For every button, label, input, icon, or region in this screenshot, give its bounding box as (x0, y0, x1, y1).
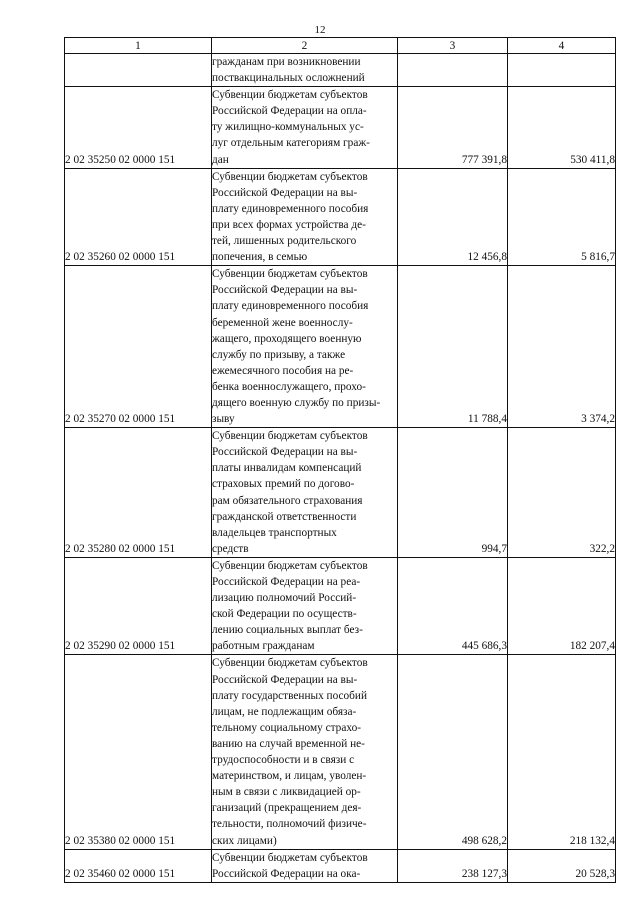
description-line: луг отдельным категориям граж- (212, 137, 370, 150)
amount-col3-cell: 11 788,4 (398, 266, 508, 428)
description-line: Российской Федерации на вы- (212, 284, 358, 297)
amount-col3-cell: 12 456,8 (398, 168, 508, 266)
description-line: дан (212, 153, 229, 166)
description-line: владельцев транспортных (212, 526, 337, 539)
amount-col3-cell: 777 391,8 (398, 87, 508, 168)
description-line: плату государственных пособий (212, 689, 368, 702)
description-line: Российской Федерации на вы- (212, 673, 358, 686)
description-line: Субвенции бюджетам субъектов (212, 559, 368, 572)
column-header-4: 4 (508, 38, 616, 54)
description-line: ской Федерации по осуществ- (212, 608, 357, 621)
amount-col4-cell: 322,2 (508, 428, 616, 558)
description-line: плату единовременного пособия (212, 300, 369, 313)
description-line: материнством, и лицам, уволен- (212, 770, 367, 783)
budget-code-cell: 2 02 35260 02 0000 151 (65, 168, 212, 266)
column-header-2: 2 (212, 38, 398, 54)
description-line: беременной жене военнослу- (212, 316, 353, 329)
description-cell (212, 849, 398, 882)
budget-code-cell: 2 02 35250 02 0000 151 (65, 87, 212, 168)
description-line: трудоспособности и в связи с (212, 754, 355, 767)
description-line: ганизаций (прекращением дея- (212, 802, 362, 815)
description-line: ту жилищно-коммунальных ус- (212, 121, 364, 134)
table-row (65, 87, 616, 168)
description-cell (212, 54, 398, 87)
budget-code-cell: 2 02 35270 02 0000 151 (65, 266, 212, 428)
description-line: страховых премий по догово- (212, 478, 355, 491)
amount-col4-cell: 530 411,8 (508, 87, 616, 168)
description-line: средств (212, 542, 249, 555)
table-row (65, 655, 616, 849)
description-line: платы инвалидам компенсаций (212, 462, 362, 475)
description-line: попечения, в семью (212, 251, 308, 264)
column-header-1: 1 (65, 38, 212, 54)
amount-col3-cell (398, 54, 508, 87)
description-line: Российской Федерации на вы- (212, 186, 358, 199)
description-line: поствакцинальных осложнений (212, 72, 365, 85)
description-line: лизацию полномочий Россий- (212, 592, 357, 605)
description-line: гражданам при возникновении (212, 56, 361, 68)
amount-col4-cell: 3 374,2 (508, 266, 616, 428)
description-line: работным гражданам (212, 640, 315, 653)
amount-col3-cell: 994,7 (398, 428, 508, 558)
description-line: ских лицами) (212, 834, 277, 847)
table-row (65, 266, 616, 428)
description-line: Субвенции бюджетам субъектов (212, 657, 368, 670)
amount-col4-cell: 5 816,7 (508, 168, 616, 266)
amount-col4-cell (508, 54, 616, 87)
description-line: гражданской ответственности (212, 510, 357, 523)
budget-code-cell: 2 02 35290 02 0000 151 (65, 557, 212, 655)
table-row (65, 557, 616, 655)
amount-col3-cell: 445 686,3 (398, 557, 508, 655)
budget-code-cell (65, 54, 212, 87)
amount-col3-cell: 498 628,2 (398, 655, 508, 849)
description-line: Российской Федерации на ока- (212, 867, 361, 880)
description-line: рам обязательного страхования (212, 494, 363, 507)
description-cell (212, 87, 398, 168)
description-cell (212, 266, 398, 428)
budget-code-cell: 2 02 35380 02 0000 151 (65, 655, 212, 849)
description-line: службу по призыву, а также (212, 348, 346, 361)
description-line: плату единовременного пособия (212, 202, 369, 215)
description-cell (212, 428, 398, 558)
table-row (65, 428, 616, 558)
description-line: бенка военнослужащего, прохо- (212, 380, 366, 393)
description-line: ным в связи с ликвидацией ор- (212, 786, 361, 799)
table-body (65, 54, 616, 883)
page-number: 12 (314, 24, 326, 36)
description-line: Российской Федерации на опла- (212, 105, 367, 118)
description-line: Субвенции бюджетам субъектов (212, 268, 368, 281)
description-line: лению социальных выплат без- (212, 624, 363, 637)
description-line: ежемесячного пособия на ре- (212, 364, 354, 377)
description-line: тельности, полномочий физиче- (212, 818, 367, 831)
column-header-3: 3 (398, 38, 508, 54)
description-line: Российской Федерации на вы- (212, 446, 358, 459)
description-line: лицам, не подлежащим обяза- (212, 705, 357, 718)
amount-col4-cell: 182 207,4 (508, 557, 616, 655)
amount-col3-cell: 238 127,3 (398, 849, 508, 882)
description-line: при всех формах устройства де- (212, 218, 366, 231)
table-row (65, 168, 616, 266)
table-row (65, 849, 616, 882)
budget-table (64, 37, 616, 883)
budget-code-cell: 2 02 35460 02 0000 151 (65, 849, 212, 882)
amount-col4-cell: 20 528,3 (508, 849, 616, 882)
description-line: зыву (212, 413, 235, 426)
amount-col4-cell: 218 132,4 (508, 655, 616, 849)
table-header-row (65, 38, 616, 54)
description-line: жащего, проходящего военную (212, 332, 362, 345)
description-line: Российской Федерации на реа- (212, 576, 361, 588)
description-line: Субвенции бюджетам субъектов (212, 430, 368, 443)
table-row (65, 54, 616, 87)
description-line: ванию на случай временной не- (212, 737, 365, 750)
budget-code-cell: 2 02 35280 02 0000 151 (65, 428, 212, 558)
description-line: тей, лишенных родительского (212, 235, 357, 248)
description-cell (212, 655, 398, 849)
description-cell (212, 557, 398, 655)
description-line: дящего военную службу по призы- (212, 396, 381, 409)
description-line: Субвенции бюджетам субъектов (212, 89, 368, 102)
description-line: Субвенции бюджетам субъектов (212, 851, 368, 864)
description-line: Субвенции бюджетам субъектов (212, 170, 368, 183)
description-line: тельному социальному страхо- (212, 721, 361, 734)
description-cell (212, 168, 398, 266)
